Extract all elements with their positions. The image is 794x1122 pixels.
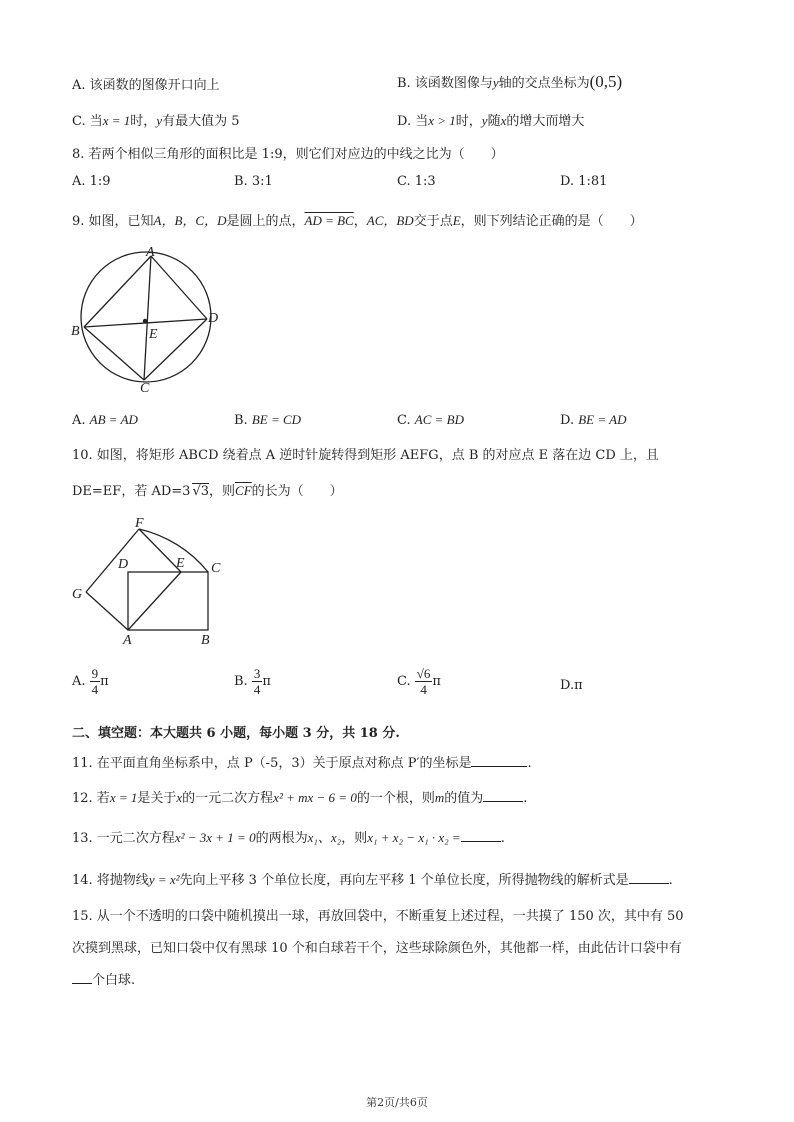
q15-line3	[72, 969, 135, 988]
q10-b-label: B.	[234, 674, 248, 689]
q9-circle-figure	[66, 244, 236, 394]
q7-d-text3: 随	[487, 114, 501, 129]
q10-c-fraction	[415, 666, 433, 697]
label-f: F	[135, 516, 144, 531]
q9-a-math: AB = AD	[89, 412, 138, 427]
chord-ab	[84, 256, 151, 327]
q12-text5: 的值为	[444, 791, 484, 806]
q7-c-var: y	[156, 113, 163, 128]
seg-ga	[86, 592, 128, 630]
q10-c-label: C.	[397, 674, 411, 689]
q12-end: .	[523, 791, 528, 806]
q9-arc-eq: AD = BC	[304, 213, 354, 228]
q13-math2: x₁、x₂	[307, 830, 342, 845]
q12-text3: 的一元二次方程	[182, 791, 274, 806]
q10-d-label: D.	[560, 678, 575, 693]
label-e: E	[149, 327, 158, 342]
q8-option-d: D. 1:81	[560, 174, 608, 189]
q7-c-text: C. 当	[72, 114, 103, 129]
q14	[72, 869, 673, 888]
answer-blank[interactable]	[483, 801, 523, 802]
q7-b-text2: 轴的交点坐标为	[498, 76, 590, 91]
q7-option-b	[397, 72, 622, 92]
label-a: A	[146, 245, 155, 260]
label-c: C	[211, 561, 221, 576]
q9-option-d	[560, 412, 626, 428]
q7-c-math: x = 1	[102, 113, 131, 128]
q15-line2: 次摸到黑球，已知口袋中仅有黑球 10 个和白球若干个，这些球除颜色外，其他都一样，由此估计口袋中有	[72, 941, 682, 956]
q8-option-a: A. 1:9	[72, 174, 111, 189]
label-c: C	[140, 381, 150, 394]
arc-cf	[139, 529, 208, 572]
q9-c-math: AC = BD	[414, 412, 464, 427]
q10-option-a	[72, 666, 109, 697]
answer-blank[interactable]	[471, 766, 527, 767]
seg-ae	[128, 572, 181, 630]
q7-option-c	[72, 110, 240, 129]
q10-b-pi: π	[262, 674, 271, 689]
q7-d-text2: 时，	[455, 114, 482, 129]
q10-a-pi: π	[100, 674, 109, 689]
q7-b-math: (0,5)	[589, 72, 623, 91]
q7-d-var2: x	[500, 113, 507, 128]
q7-b-var: y	[492, 75, 499, 90]
q7-d-math: x > 1	[428, 113, 456, 128]
q14-text: 14. 将抛物线	[72, 873, 149, 888]
q7-b-text: B. 该函数图像与	[397, 76, 493, 91]
q8-option-c: C. 1:3	[397, 174, 436, 189]
label-e: E	[176, 556, 185, 571]
q9-b-label: B.	[234, 413, 248, 428]
q12-math1: x = 1	[109, 790, 138, 805]
q14-text2: 先向上平移 3 个单位长度，再向左平移 1 个单位长度，所得抛物线的解析式是	[179, 873, 629, 888]
q10-text3: 的长为（ ）	[251, 484, 343, 499]
label-d: D	[208, 311, 219, 326]
q13-text3: ，则	[341, 831, 368, 846]
answer-blank[interactable]	[461, 841, 501, 842]
q9-b-math: BE = CD	[251, 412, 302, 427]
q7-c-text2: 时，	[130, 114, 157, 129]
q7-d-text4: 的增大而增大	[506, 114, 585, 129]
frac-den: 4	[91, 682, 99, 697]
q9-option-b	[234, 412, 301, 428]
q10-arc: $\overline{CF}$	[235, 483, 252, 498]
q10-stem-line1: 10. 如图，将矩形 ABCD 绕着点 A 逆时针旋转得到矩形 AEFG，点 B 的对应点 E 落在边 CD 上，且	[72, 448, 659, 463]
q10-rectangle-figure	[66, 512, 236, 652]
q10-stem-line2	[72, 480, 343, 499]
q15-line1: 15. 从一个不透明的口袋中随机摸出一球，再放回袋中，不断重复上述过程，一共摸了 150 次，其中有 50	[72, 909, 684, 924]
q10-a-fraction	[90, 666, 101, 697]
q9-text2: 是圆上的点，	[226, 214, 305, 229]
label-b: B	[201, 633, 210, 648]
q7-d-text: D. 当	[397, 114, 429, 129]
q9-text3: ，	[353, 214, 367, 229]
q12-text2: 是关于	[137, 791, 177, 806]
q9-d-math: BE = AD	[578, 412, 627, 427]
q13-text: 13. 一元二次方程	[72, 831, 175, 846]
rect-abcd	[128, 572, 208, 630]
q10-c-pi: π	[432, 674, 441, 689]
answer-blank[interactable]	[629, 883, 669, 884]
q12-var2: m	[434, 790, 445, 805]
q9-text5: ，则下列结论正确的是（ ）	[460, 214, 643, 229]
sqrt-arg: 3	[200, 484, 210, 499]
frac-den: 4	[253, 682, 261, 697]
chord-ad	[151, 256, 207, 319]
q10-option-b	[234, 666, 271, 697]
q9-c-label: C.	[397, 413, 411, 428]
page-number: 第2页/共6页	[366, 1096, 428, 1109]
q12-text: 12. 若	[72, 791, 110, 806]
q10-text2: ，则	[209, 484, 236, 499]
q11-end: .	[527, 756, 532, 771]
q10-d-pi: π	[574, 678, 583, 693]
label-d: D	[118, 557, 129, 572]
q7-option-d	[397, 110, 584, 129]
circle	[81, 252, 211, 382]
center-dot	[143, 319, 147, 323]
q14-math1: y = x²	[148, 872, 180, 887]
q9-d-label: D.	[560, 413, 575, 428]
q15-end: 个白球.	[92, 973, 136, 988]
q10-option-d	[560, 678, 583, 693]
label-b: B	[71, 324, 80, 339]
q13-math1: x² − 3x + 1 = 0	[174, 830, 256, 845]
q9-a-label: A.	[72, 413, 86, 428]
q9-option-c	[397, 412, 464, 428]
q13-math3: x₁ + x₂ − x₁ · x₂ =	[367, 830, 461, 845]
frac-num: √6	[416, 666, 431, 681]
q10-text: DE=EF，若 AD=3	[72, 484, 191, 499]
q9-points: A，B，C，D	[153, 213, 227, 228]
q12-math2: x² + mx − 6 = 0	[273, 790, 357, 805]
label-g: G	[72, 587, 83, 602]
q13	[72, 827, 505, 846]
section-heading: 二、填空题：本大题共 6 小题，每小题 3 分，共 18 分.	[72, 726, 400, 741]
label-a: A	[123, 633, 132, 648]
q8-stem: 8. 若两个相似三角形的面积比是 1:9，则它们对应边的中线之比为（ ）	[72, 147, 504, 162]
q7-c-text3: 有最大值为 5	[162, 114, 240, 129]
q9-text4: 交于点	[413, 214, 453, 229]
q9-stem	[72, 210, 643, 229]
q9-option-a	[72, 412, 138, 428]
q10-option-c	[397, 666, 441, 697]
q7-option-a: A. 该函数的图像开口向上	[72, 78, 220, 93]
q11-text: 11. 在平面直角坐标系中，点 P（-5，3）关于原点对称点 P′的坐标是	[72, 756, 472, 771]
seg-fg	[86, 529, 139, 592]
q11	[72, 752, 532, 771]
q7-d-var: y	[481, 113, 488, 128]
frac-num: 9	[91, 666, 99, 681]
q10-b-fraction	[252, 666, 263, 697]
q9-text: 9. 如图，已知	[72, 214, 154, 229]
q14-end: .	[668, 873, 673, 888]
q12	[72, 787, 527, 806]
chord-ac	[144, 256, 151, 380]
q12-text4: 的一个根，则	[356, 791, 435, 806]
q12-var: x	[176, 790, 183, 805]
q10-a-label: A.	[72, 674, 86, 689]
sqrt-symbol: √3	[192, 484, 210, 499]
q13-end: .	[500, 831, 505, 846]
q9-chords: AC，BD	[366, 213, 414, 228]
frac-num: 3	[253, 666, 261, 681]
q9-point-e: E	[452, 213, 461, 228]
q8-option-b: B. 3:1	[234, 174, 273, 189]
frac-den: 4	[420, 682, 427, 697]
answer-blank[interactable]	[72, 983, 92, 984]
q13-text2: 的两根为	[255, 831, 308, 846]
